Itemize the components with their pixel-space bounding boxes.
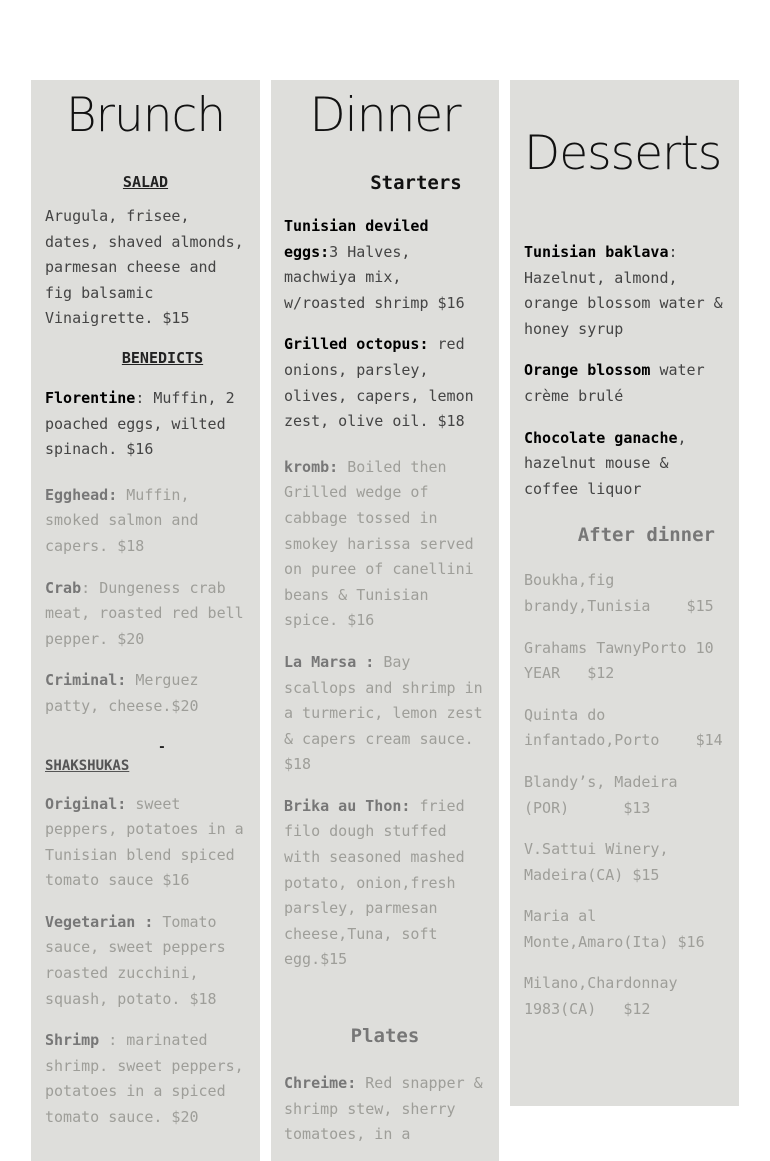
plate-item-chreime	[284, 1071, 486, 1148]
plate-desc: Red snapper & shrimp stew, sherry tomatoes, in a	[284, 1074, 483, 1144]
dinner-column	[271, 80, 499, 1161]
starter-desc: Boiled then Grilled wedge of cabbage tossed in smokey harissa served on puree of canellini beans & Tunisian spice. $16	[284, 457, 474, 630]
brunch-column	[31, 80, 260, 1161]
salad-heading-text: SALAD	[122, 173, 169, 191]
dessert-desc: Hazelnut, almond, orange blossom water & honey syrup	[524, 268, 723, 338]
separator: :	[81, 578, 100, 597]
benedicts-heading	[45, 348, 246, 372]
benedict-name: Florentine	[45, 388, 136, 407]
shakshuka-item-shrimp	[45, 1028, 246, 1130]
separator	[117, 486, 126, 504]
benedict-name: Crab	[45, 578, 82, 597]
starter-desc: red onions, parsley, olives, capers, lemon zest, olive oil. $18	[284, 335, 474, 431]
shakshuka-desc: Tomato sauce, sweet peppers roasted zucchini, squash, potato. $18	[45, 912, 226, 1008]
after-dinner-item: Quinta do infantado,Porto $14	[524, 705, 723, 750]
starter-name: kromb:	[284, 457, 339, 476]
separator	[126, 671, 135, 689]
benedict-desc: Merguez patty, cheese.$20	[45, 671, 199, 715]
starter-item-deviled-eggs	[284, 214, 486, 316]
starters-heading-text: Starters	[370, 172, 462, 194]
shakshuka-name: Vegetarian :	[45, 912, 154, 931]
dessert-name: Tunisian baklava	[524, 243, 669, 261]
dinner-title: Dinner	[309, 88, 461, 143]
shakshukas-dash: -	[158, 739, 166, 755]
benedict-item-florentine	[45, 386, 246, 463]
separator	[374, 653, 383, 671]
separator: :	[99, 1031, 127, 1050]
starter-name: Tunisian deviled eggs:	[284, 217, 429, 261]
dessert-name: Chocolate ganache	[524, 428, 678, 447]
starters-heading	[284, 172, 486, 192]
after-dinner-item: V.Sattui Winery, Madeira(CA) $15	[524, 840, 678, 884]
benedicts-heading-text: BENEDICTS	[121, 348, 204, 367]
starter-item-brika-au-thon	[284, 794, 486, 973]
starter-desc: 3 Halves, machwiya mix, w/roasted shrimp $16	[284, 242, 465, 312]
separator: :	[668, 243, 678, 261]
dessert-item-chocolate-ganache	[524, 426, 725, 503]
benedict-name: Criminal:	[45, 671, 127, 690]
benedict-name: Egghead:	[45, 485, 118, 504]
brunch-title: Brunch	[65, 88, 226, 143]
after-dinner-item: Milano,Chardonnay 1983(CA) $12	[524, 974, 687, 1019]
shakshukas-heading	[45, 739, 246, 786]
starter-name: Grilled octopus:	[284, 335, 429, 354]
benedict-item-crab	[45, 576, 246, 653]
after-dinner-item: Grahams TawnyPorto 10 YEAR $12	[524, 638, 723, 683]
separator: :	[135, 388, 154, 407]
shakshuka-desc: marinated shrimp. sweet peppers, potatoes in a spiced tomato sauce. $20	[45, 1031, 244, 1127]
shakshuka-item-vegetarian	[45, 910, 246, 1012]
benedict-desc: Muffin, 2 poached eggs, wilted spinach. $16	[45, 388, 235, 459]
starter-item-la-marsa	[284, 650, 486, 778]
starter-desc: Bay scallops and shrimp in a turmeric, lemon zest & capers cream sauce. $18	[284, 652, 483, 774]
benedict-item-egghead	[45, 483, 246, 560]
dessert-item-baklava	[524, 240, 725, 342]
shakshukas-heading-text: SHAKSHUKAS	[45, 757, 130, 774]
dessert-desc: water crème brulé	[524, 361, 705, 405]
after-dinner-item: Maria al Monte,Amaro(Ita) $16	[524, 907, 705, 951]
after-dinner-heading-text: After dinner	[577, 524, 715, 547]
desserts-title: Desserts	[524, 126, 722, 181]
desserts-column	[510, 80, 739, 1106]
plates-heading	[284, 1025, 486, 1049]
starter-desc: fried filo dough stuffed with seasoned mashed potato, onion,fresh parsley, parmesan cheese,Tuna, soft egg.$15	[284, 796, 465, 969]
shakshuka-name: Original:	[45, 794, 127, 813]
starter-name: Brika au Thon:	[284, 796, 411, 815]
benedict-desc: Dungeness crab meat, roasted red bell pepper. $20	[45, 578, 244, 648]
dessert-item-orange-blossom	[524, 358, 725, 409]
after-dinner-item: Boukha,fig brandy,Tunisia $15	[524, 571, 714, 615]
starter-item-kromb	[284, 455, 486, 634]
separator	[126, 795, 135, 813]
shakshuka-name: Shrimp	[45, 1031, 100, 1050]
shakshuka-desc: sweet peppers, potatoes in a Tunisian blend spiced tomato sauce $16	[45, 794, 244, 890]
dessert-name: Orange blossom	[524, 361, 651, 380]
benedict-item-criminal	[45, 668, 246, 719]
benedict-desc: Muffin, smoked salmon and capers. $18	[45, 485, 199, 555]
separator	[338, 458, 347, 476]
plate-name: Chreime:	[284, 1074, 357, 1093]
plates-heading-text: Plates	[350, 1025, 420, 1048]
separator: ,	[677, 428, 687, 447]
dessert-desc: hazelnut mouse & coffee liquor	[524, 454, 669, 498]
separator	[356, 1074, 365, 1092]
salad-heading	[45, 172, 246, 192]
after-dinner-heading	[524, 524, 725, 548]
separator	[429, 335, 438, 353]
starter-name: La Marsa :	[284, 652, 375, 671]
shakshuka-item-original	[45, 792, 246, 894]
starter-item-grilled-octopus	[284, 332, 486, 434]
after-dinner-item: Blandy’s, Madeira (POR) $13	[524, 772, 687, 817]
salad-item: Arugula, frisee, dates, shaved almonds, parmesan cheese and fig balsamic Vinaigrette. $15	[45, 207, 244, 328]
